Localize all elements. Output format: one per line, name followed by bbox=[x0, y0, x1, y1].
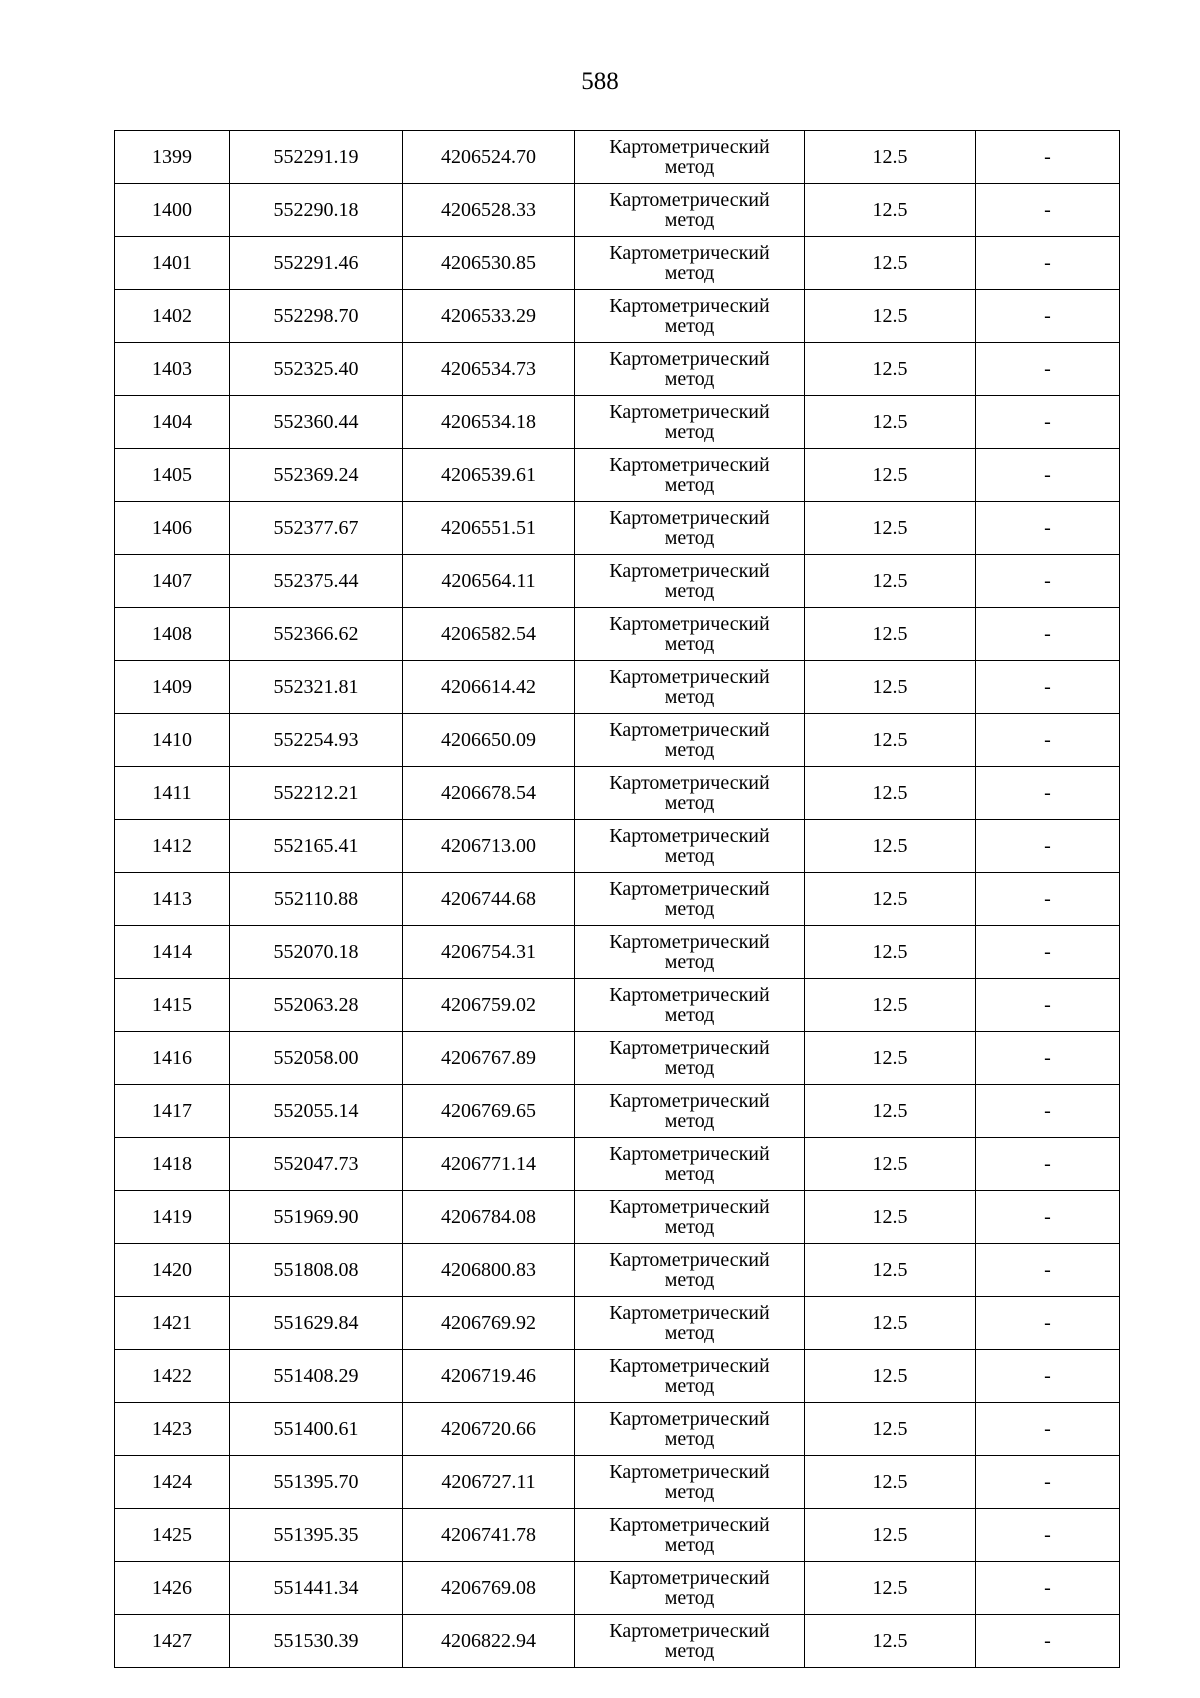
method-cell bbox=[575, 184, 805, 237]
method-cell bbox=[575, 1032, 805, 1085]
method-line1: Картометрический bbox=[609, 931, 770, 953]
method-line1: Картометрический bbox=[609, 772, 770, 794]
method-line2: метод bbox=[664, 633, 715, 655]
accuracy-cell: 12.5 bbox=[805, 1350, 976, 1403]
point-number-cell: 1409 bbox=[115, 661, 230, 714]
method-line1: Картометрический bbox=[609, 825, 770, 847]
x-coordinate-cell: 551969.90 bbox=[230, 1191, 403, 1244]
x-coordinate-cell: 552298.70 bbox=[230, 290, 403, 343]
y-coordinate-cell: 4206528.33 bbox=[403, 184, 575, 237]
y-coordinate-cell: 4206741.78 bbox=[403, 1509, 575, 1562]
y-coordinate-cell: 4206767.89 bbox=[403, 1032, 575, 1085]
table-row bbox=[115, 1456, 1120, 1509]
method-line1: Картометрический bbox=[609, 984, 770, 1006]
table-row bbox=[115, 131, 1120, 184]
accuracy-cell: 12.5 bbox=[805, 290, 976, 343]
table-row bbox=[115, 502, 1120, 555]
method-line1: Картометрический bbox=[609, 454, 770, 476]
point-number-cell: 1416 bbox=[115, 1032, 230, 1085]
note-cell: - bbox=[976, 396, 1120, 449]
accuracy-cell: 12.5 bbox=[805, 608, 976, 661]
method-cell bbox=[575, 237, 805, 290]
method-cell bbox=[575, 555, 805, 608]
note-cell: - bbox=[976, 237, 1120, 290]
x-coordinate-cell: 552212.21 bbox=[230, 767, 403, 820]
method-cell bbox=[575, 1562, 805, 1615]
y-coordinate-cell: 4206539.61 bbox=[403, 449, 575, 502]
y-coordinate-cell: 4206582.54 bbox=[403, 608, 575, 661]
note-cell: - bbox=[976, 290, 1120, 343]
method-cell bbox=[575, 502, 805, 555]
x-coordinate-cell: 552291.19 bbox=[230, 131, 403, 184]
accuracy-cell: 12.5 bbox=[805, 131, 976, 184]
method-line1: Картометрический bbox=[609, 613, 770, 635]
method-cell bbox=[575, 1085, 805, 1138]
note-cell: - bbox=[976, 608, 1120, 661]
accuracy-cell: 12.5 bbox=[805, 343, 976, 396]
method-line2: метод bbox=[664, 580, 715, 602]
method-line2: метод bbox=[664, 527, 715, 549]
x-coordinate-cell: 551395.70 bbox=[230, 1456, 403, 1509]
method-cell bbox=[575, 820, 805, 873]
method-line2: метод bbox=[664, 1269, 715, 1291]
accuracy-cell: 12.5 bbox=[805, 661, 976, 714]
y-coordinate-cell: 4206784.08 bbox=[403, 1191, 575, 1244]
y-coordinate-cell: 4206713.00 bbox=[403, 820, 575, 873]
x-coordinate-cell: 552254.93 bbox=[230, 714, 403, 767]
note-cell: - bbox=[976, 1297, 1120, 1350]
table-row bbox=[115, 396, 1120, 449]
method-line2: метод bbox=[664, 1481, 715, 1503]
table-row bbox=[115, 873, 1120, 926]
note-cell: - bbox=[976, 449, 1120, 502]
accuracy-cell: 12.5 bbox=[805, 1085, 976, 1138]
method-line1: Картометрический bbox=[609, 560, 770, 582]
method-cell bbox=[575, 1191, 805, 1244]
method-line1: Картометрический bbox=[609, 1090, 770, 1112]
method-cell bbox=[575, 873, 805, 926]
method-cell bbox=[575, 131, 805, 184]
point-number-cell: 1419 bbox=[115, 1191, 230, 1244]
y-coordinate-cell: 4206564.11 bbox=[403, 555, 575, 608]
method-line1: Картометрический bbox=[609, 1249, 770, 1271]
x-coordinate-cell: 551395.35 bbox=[230, 1509, 403, 1562]
table-row bbox=[115, 449, 1120, 502]
method-cell bbox=[575, 1244, 805, 1297]
method-line1: Картометрический bbox=[609, 1408, 770, 1430]
method-line2: метод bbox=[664, 898, 715, 920]
x-coordinate-cell: 551629.84 bbox=[230, 1297, 403, 1350]
method-cell bbox=[575, 926, 805, 979]
method-cell bbox=[575, 1509, 805, 1562]
accuracy-cell: 12.5 bbox=[805, 1456, 976, 1509]
y-coordinate-cell: 4206533.29 bbox=[403, 290, 575, 343]
point-number-cell: 1422 bbox=[115, 1350, 230, 1403]
method-line2: метод bbox=[664, 1004, 715, 1026]
note-cell: - bbox=[976, 1562, 1120, 1615]
accuracy-cell: 12.5 bbox=[805, 714, 976, 767]
x-coordinate-cell: 552375.44 bbox=[230, 555, 403, 608]
y-coordinate-cell: 4206800.83 bbox=[403, 1244, 575, 1297]
method-line2: метод bbox=[664, 1375, 715, 1397]
accuracy-cell: 12.5 bbox=[805, 396, 976, 449]
y-coordinate-cell: 4206551.51 bbox=[403, 502, 575, 555]
method-cell bbox=[575, 1297, 805, 1350]
x-coordinate-cell: 551530.39 bbox=[230, 1615, 403, 1668]
table-row bbox=[115, 1138, 1120, 1191]
method-line2: метод bbox=[664, 209, 715, 231]
table-row bbox=[115, 979, 1120, 1032]
method-line1: Картометрический bbox=[609, 295, 770, 317]
method-line1: Картометрический bbox=[609, 1355, 770, 1377]
accuracy-cell: 12.5 bbox=[805, 1138, 976, 1191]
point-number-cell: 1408 bbox=[115, 608, 230, 661]
method-line2: метод bbox=[664, 315, 715, 337]
method-line2: метод bbox=[664, 1428, 715, 1450]
y-coordinate-cell: 4206650.09 bbox=[403, 714, 575, 767]
table-row bbox=[115, 1244, 1120, 1297]
method-cell bbox=[575, 661, 805, 714]
method-cell bbox=[575, 343, 805, 396]
y-coordinate-cell: 4206678.54 bbox=[403, 767, 575, 820]
note-cell: - bbox=[976, 1403, 1120, 1456]
x-coordinate-cell: 551408.29 bbox=[230, 1350, 403, 1403]
table-row bbox=[115, 237, 1120, 290]
note-cell: - bbox=[976, 555, 1120, 608]
method-cell bbox=[575, 608, 805, 661]
method-line1: Картометрический bbox=[609, 507, 770, 529]
point-number-cell: 1406 bbox=[115, 502, 230, 555]
x-coordinate-cell: 551441.34 bbox=[230, 1562, 403, 1615]
table-row bbox=[115, 767, 1120, 820]
x-coordinate-cell: 551400.61 bbox=[230, 1403, 403, 1456]
coordinates-table-body bbox=[115, 131, 1120, 1668]
method-line1: Картометрический bbox=[609, 666, 770, 688]
note-cell: - bbox=[976, 1191, 1120, 1244]
note-cell: - bbox=[976, 1615, 1120, 1668]
table-row bbox=[115, 661, 1120, 714]
method-cell bbox=[575, 1403, 805, 1456]
method-line2: метод bbox=[664, 1163, 715, 1185]
point-number-cell: 1418 bbox=[115, 1138, 230, 1191]
point-number-cell: 1415 bbox=[115, 979, 230, 1032]
method-line1: Картометрический bbox=[609, 719, 770, 741]
x-coordinate-cell: 552377.67 bbox=[230, 502, 403, 555]
y-coordinate-cell: 4206719.46 bbox=[403, 1350, 575, 1403]
y-coordinate-cell: 4206534.18 bbox=[403, 396, 575, 449]
note-cell: - bbox=[976, 184, 1120, 237]
table-row bbox=[115, 1085, 1120, 1138]
note-cell: - bbox=[976, 767, 1120, 820]
method-line2: метод bbox=[664, 951, 715, 973]
method-line1: Картометрический bbox=[609, 1196, 770, 1218]
accuracy-cell: 12.5 bbox=[805, 1032, 976, 1085]
method-cell bbox=[575, 1138, 805, 1191]
x-coordinate-cell: 552063.28 bbox=[230, 979, 403, 1032]
x-coordinate-cell: 552366.62 bbox=[230, 608, 403, 661]
x-coordinate-cell: 552321.81 bbox=[230, 661, 403, 714]
accuracy-cell: 12.5 bbox=[805, 926, 976, 979]
table-row bbox=[115, 290, 1120, 343]
point-number-cell: 1410 bbox=[115, 714, 230, 767]
method-line1: Картометрический bbox=[609, 1567, 770, 1589]
point-number-cell: 1413 bbox=[115, 873, 230, 926]
accuracy-cell: 12.5 bbox=[805, 1509, 976, 1562]
x-coordinate-cell: 552047.73 bbox=[230, 1138, 403, 1191]
table-row bbox=[115, 184, 1120, 237]
x-coordinate-cell: 552055.14 bbox=[230, 1085, 403, 1138]
x-coordinate-cell: 552070.18 bbox=[230, 926, 403, 979]
table-row bbox=[115, 608, 1120, 661]
accuracy-cell: 12.5 bbox=[805, 820, 976, 873]
point-number-cell: 1427 bbox=[115, 1615, 230, 1668]
note-cell: - bbox=[976, 926, 1120, 979]
point-number-cell: 1400 bbox=[115, 184, 230, 237]
y-coordinate-cell: 4206769.08 bbox=[403, 1562, 575, 1615]
method-line2: метод bbox=[664, 739, 715, 761]
accuracy-cell: 12.5 bbox=[805, 1615, 976, 1668]
table-row bbox=[115, 926, 1120, 979]
y-coordinate-cell: 4206759.02 bbox=[403, 979, 575, 1032]
point-number-cell: 1403 bbox=[115, 343, 230, 396]
table-row bbox=[115, 1191, 1120, 1244]
x-coordinate-cell: 552369.24 bbox=[230, 449, 403, 502]
note-cell: - bbox=[976, 661, 1120, 714]
table-row bbox=[115, 343, 1120, 396]
method-line2: метод bbox=[664, 686, 715, 708]
y-coordinate-cell: 4206744.68 bbox=[403, 873, 575, 926]
y-coordinate-cell: 4206769.92 bbox=[403, 1297, 575, 1350]
note-cell: - bbox=[976, 1244, 1120, 1297]
method-line1: Картометрический bbox=[609, 1514, 770, 1536]
accuracy-cell: 12.5 bbox=[805, 767, 976, 820]
table-row bbox=[115, 1350, 1120, 1403]
y-coordinate-cell: 4206530.85 bbox=[403, 237, 575, 290]
note-cell: - bbox=[976, 1032, 1120, 1085]
table-row bbox=[115, 555, 1120, 608]
table-row bbox=[115, 714, 1120, 767]
accuracy-cell: 12.5 bbox=[805, 1244, 976, 1297]
y-coordinate-cell: 4206614.42 bbox=[403, 661, 575, 714]
note-cell: - bbox=[976, 1138, 1120, 1191]
method-cell bbox=[575, 1615, 805, 1668]
coordinates-table bbox=[114, 130, 1120, 1668]
accuracy-cell: 12.5 bbox=[805, 1297, 976, 1350]
y-coordinate-cell: 4206727.11 bbox=[403, 1456, 575, 1509]
point-number-cell: 1425 bbox=[115, 1509, 230, 1562]
method-line2: метод bbox=[664, 262, 715, 284]
note-cell: - bbox=[976, 343, 1120, 396]
method-line2: метод bbox=[664, 421, 715, 443]
note-cell: - bbox=[976, 714, 1120, 767]
method-cell bbox=[575, 449, 805, 502]
note-cell: - bbox=[976, 820, 1120, 873]
method-line2: метод bbox=[664, 368, 715, 390]
method-line2: метод bbox=[664, 1587, 715, 1609]
method-line1: Картометрический bbox=[609, 348, 770, 370]
table-row bbox=[115, 1615, 1120, 1668]
point-number-cell: 1407 bbox=[115, 555, 230, 608]
method-line2: метод bbox=[664, 1110, 715, 1132]
y-coordinate-cell: 4206771.14 bbox=[403, 1138, 575, 1191]
y-coordinate-cell: 4206769.65 bbox=[403, 1085, 575, 1138]
method-line1: Картометрический bbox=[609, 189, 770, 211]
accuracy-cell: 12.5 bbox=[805, 979, 976, 1032]
method-line2: метод bbox=[664, 156, 715, 178]
method-cell bbox=[575, 714, 805, 767]
point-number-cell: 1417 bbox=[115, 1085, 230, 1138]
method-line1: Картометрический bbox=[609, 136, 770, 158]
method-line1: Картометрический bbox=[609, 1143, 770, 1165]
point-number-cell: 1402 bbox=[115, 290, 230, 343]
accuracy-cell: 12.5 bbox=[805, 237, 976, 290]
method-cell bbox=[575, 767, 805, 820]
method-cell bbox=[575, 1456, 805, 1509]
method-line1: Картометрический bbox=[609, 1037, 770, 1059]
point-number-cell: 1414 bbox=[115, 926, 230, 979]
point-number-cell: 1411 bbox=[115, 767, 230, 820]
y-coordinate-cell: 4206524.70 bbox=[403, 131, 575, 184]
accuracy-cell: 12.5 bbox=[805, 873, 976, 926]
method-line1: Картометрический bbox=[609, 1461, 770, 1483]
y-coordinate-cell: 4206822.94 bbox=[403, 1615, 575, 1668]
x-coordinate-cell: 552058.00 bbox=[230, 1032, 403, 1085]
x-coordinate-cell: 551808.08 bbox=[230, 1244, 403, 1297]
point-number-cell: 1421 bbox=[115, 1297, 230, 1350]
x-coordinate-cell: 552325.40 bbox=[230, 343, 403, 396]
note-cell: - bbox=[976, 1350, 1120, 1403]
point-number-cell: 1426 bbox=[115, 1562, 230, 1615]
x-coordinate-cell: 552165.41 bbox=[230, 820, 403, 873]
page-number: 588 bbox=[581, 68, 619, 95]
note-cell: - bbox=[976, 1085, 1120, 1138]
method-line1: Картометрический bbox=[609, 878, 770, 900]
accuracy-cell: 12.5 bbox=[805, 555, 976, 608]
table-row bbox=[115, 1403, 1120, 1456]
accuracy-cell: 12.5 bbox=[805, 502, 976, 555]
method-cell bbox=[575, 290, 805, 343]
y-coordinate-cell: 4206720.66 bbox=[403, 1403, 575, 1456]
point-number-cell: 1404 bbox=[115, 396, 230, 449]
note-cell: - bbox=[976, 502, 1120, 555]
x-coordinate-cell: 552360.44 bbox=[230, 396, 403, 449]
note-cell: - bbox=[976, 131, 1120, 184]
accuracy-cell: 12.5 bbox=[805, 1403, 976, 1456]
method-line1: Картометрический bbox=[609, 1302, 770, 1324]
method-cell bbox=[575, 1350, 805, 1403]
note-cell: - bbox=[976, 1509, 1120, 1562]
point-number-cell: 1423 bbox=[115, 1403, 230, 1456]
note-cell: - bbox=[976, 979, 1120, 1032]
point-number-cell: 1420 bbox=[115, 1244, 230, 1297]
point-number-cell: 1405 bbox=[115, 449, 230, 502]
method-line2: метод bbox=[664, 1322, 715, 1344]
method-line2: метод bbox=[664, 792, 715, 814]
table-row bbox=[115, 1032, 1120, 1085]
x-coordinate-cell: 552291.46 bbox=[230, 237, 403, 290]
method-line2: метод bbox=[664, 1640, 715, 1662]
method-line1: Картометрический bbox=[609, 1620, 770, 1642]
method-cell bbox=[575, 979, 805, 1032]
method-line2: метод bbox=[664, 474, 715, 496]
method-line2: метод bbox=[664, 1057, 715, 1079]
accuracy-cell: 12.5 bbox=[805, 184, 976, 237]
table-row bbox=[115, 1562, 1120, 1615]
method-cell bbox=[575, 396, 805, 449]
point-number-cell: 1401 bbox=[115, 237, 230, 290]
method-line1: Картометрический bbox=[609, 401, 770, 423]
point-number-cell: 1399 bbox=[115, 131, 230, 184]
table-row bbox=[115, 820, 1120, 873]
method-line2: метод bbox=[664, 1216, 715, 1238]
method-line1: Картометрический bbox=[609, 242, 770, 264]
y-coordinate-cell: 4206754.31 bbox=[403, 926, 575, 979]
accuracy-cell: 12.5 bbox=[805, 1191, 976, 1244]
point-number-cell: 1424 bbox=[115, 1456, 230, 1509]
x-coordinate-cell: 552110.88 bbox=[230, 873, 403, 926]
method-line2: метод bbox=[664, 1534, 715, 1556]
method-line2: метод bbox=[664, 845, 715, 867]
y-coordinate-cell: 4206534.73 bbox=[403, 343, 575, 396]
point-number-cell: 1412 bbox=[115, 820, 230, 873]
x-coordinate-cell: 552290.18 bbox=[230, 184, 403, 237]
accuracy-cell: 12.5 bbox=[805, 1562, 976, 1615]
accuracy-cell: 12.5 bbox=[805, 449, 976, 502]
note-cell: - bbox=[976, 1456, 1120, 1509]
note-cell: - bbox=[976, 873, 1120, 926]
table-row bbox=[115, 1297, 1120, 1350]
table-row bbox=[115, 1509, 1120, 1562]
